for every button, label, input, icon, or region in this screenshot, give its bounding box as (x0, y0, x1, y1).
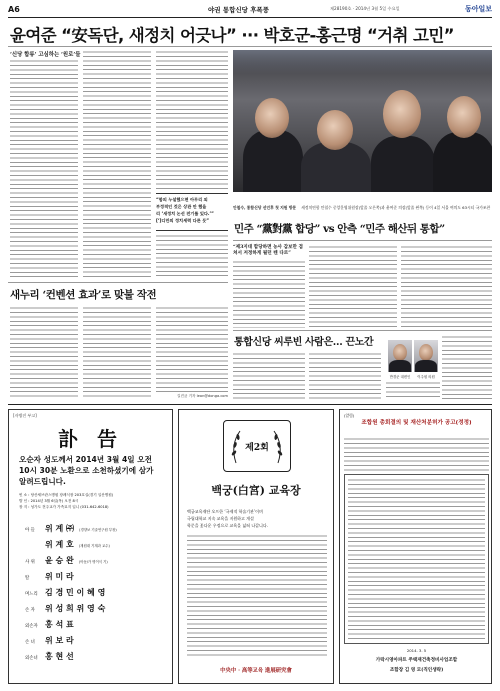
obituary-title: 訃 告 (58, 427, 123, 451)
family-row: 외손자 홍 석 표 (25, 619, 74, 629)
page-header (8, 4, 492, 16)
notice-title: 조합원 총회결의 및 재산처분허가 공고(정정) (361, 420, 472, 426)
portrait-2-name: 이주원 의원 (417, 375, 435, 379)
page-number: A6 (8, 5, 20, 14)
header-rule (8, 17, 492, 18)
notice-ad (339, 409, 492, 684)
left-column-body-2 (83, 50, 151, 279)
obituary-line: 10시 30분 노환으로 소천하셨기에 삼가 (19, 466, 154, 475)
obituary-box (8, 409, 173, 684)
notice-date: 2014. 3. 5 (406, 648, 427, 653)
obituary-info (19, 492, 169, 510)
notice-footer-name: 조합장 김 영 모(직인생략) (389, 668, 444, 673)
brand-logo: 동아일보 (464, 4, 492, 13)
left-column-body (10, 59, 78, 279)
bottom-left-headline: 새누리 ‘컨벤션 효과’로 맞불 작전 (10, 289, 157, 301)
obituary-info-line: 빈 소 : 당산세브란스병원 장례식장 203호실(경기 일산병원) (19, 493, 114, 497)
family-row: 외손녀 홍 현 선 (25, 651, 74, 661)
obituary-tag: [자병진 부고] (13, 413, 37, 418)
obituary-info-line: 장 지 : 성가도 전주교가 가족묘지 입니 (031-642-6018) (19, 505, 109, 509)
pullquote (156, 193, 228, 231)
obituary-line: 오순자 성도께서 2014년 3월 4일 오전 (19, 455, 152, 464)
institute-body (187, 508, 327, 529)
right-column-body-1 (233, 260, 305, 328)
notice-box (344, 474, 489, 644)
bottom-mid-body-1 (233, 352, 305, 400)
section-label: 야권 통합신당 후폭풍 (208, 6, 270, 14)
institute-details (187, 534, 327, 658)
bottom-left-body-2 (83, 306, 151, 400)
dateline: 제28190호 · 2014년 3월 5일 수요일 (330, 6, 400, 11)
portrait-2 (414, 340, 438, 372)
pullquote-line: [‘]디만의 정치세력 다른 듯” (156, 218, 209, 223)
family-row: 손 자 위 성 희 위 영 숙 (25, 603, 106, 613)
institute-ad (178, 409, 334, 684)
bottom-left-body-3 (156, 306, 228, 394)
notice-tag: (알림) (344, 413, 355, 418)
mid-column-body-top (156, 50, 228, 190)
notice-footer-title: 가락시영아파트 주택재건축정비사업조합 (375, 658, 458, 663)
byline: 길진균 기자 leon@donga.com (177, 394, 228, 398)
bottom-left-body-1 (10, 306, 78, 400)
obituary-line: 알려드립니다. (19, 477, 66, 486)
pullquote-line: “합의 누설했으면 아무리 외 (156, 197, 208, 202)
obituary-announcement (19, 454, 169, 487)
institute-seal-text: 제2회 (245, 442, 269, 453)
portrait-1-name: 반경준 대변인 (389, 375, 411, 379)
pullquote-line: 리 ‘새정치 논선 전기를 있다.’” (156, 211, 214, 216)
mid-headline-rule (233, 240, 492, 241)
family-row: 사 위 윤 승 완 (아동/가 명이식 기) (25, 555, 108, 565)
family-row: 딸 위 미 라 (25, 571, 74, 581)
family-row: 손 녀 위 보 라 (25, 635, 74, 645)
family-row: 며느리 김 경 민 이 혜 영 (25, 587, 106, 597)
right-subhead: “제3지대 합당하면 농사 갑보만 겸쳐서 저정하게 될던 텐 다르” (233, 245, 303, 256)
mid-headline: 민주 “黨對黨 합당” vs 안측 “민주 해산뒤 통합” (234, 223, 445, 235)
right-column-body-2 (309, 245, 397, 328)
institute-line: 백궁교육재단 오프한 ‘국제적 학술기관’이며 (187, 509, 263, 514)
notice-body (344, 437, 489, 471)
right-column-body-3 (401, 245, 492, 328)
obituary-family (25, 516, 170, 660)
section-rule-mid (233, 330, 492, 331)
pullquote-line: 부정적인 것은 상관 안 했을 (156, 204, 207, 209)
institute-footer: 中央中 · 高等교육 進展研究會 (220, 668, 292, 674)
institute-seal (223, 420, 291, 472)
mid-column-body-bottom (156, 234, 228, 279)
news-photo (233, 50, 492, 192)
photo-caption (233, 194, 492, 210)
portrait-1 (388, 340, 412, 372)
obituary-info-line: 발 인 : 2014년 3월 6일(목) 오전 8시 (19, 499, 79, 503)
section-rule-left (8, 282, 228, 283)
institute-line: 국립대학교 지속 교육을 지원하고 개설 (187, 516, 254, 521)
main-headline: 윤여준 “安독단, 새정치 어긋나” ··· 박호군-홍근명 “거취 고민” (10, 26, 454, 45)
bottom-mid-headline: 통합신당 씨루빈 사람은… 끈노간 (234, 337, 374, 348)
caption-bold: 안철수, 통합신당 선언후 첫 지원 방문 (233, 205, 297, 210)
caption-text: 새정치연합 안철수 중앙운영위원장(앞줄 오른쪽)과 윤여준 의장(앞줄 왼쪽) 등이 4일 서울 여의도 63시티 국가조찬 (301, 205, 491, 210)
institute-title: 백궁(白宮) 교육장 (211, 484, 301, 497)
family-row: 아 들 위 계 ㈜ (경향보 기술연구원 부장) (25, 523, 117, 533)
bottom-mid-body-2 (309, 352, 381, 400)
left-subhead: ‘신당 합류’ 고심하는 ‘원로’들 (10, 52, 81, 58)
institute-line: 학문을 꽃다운 우정으로 교육을 넓혀 나갑니다. (187, 523, 269, 528)
portrait-under-body (386, 381, 440, 400)
portrait-side-body (442, 335, 492, 400)
family-row: 위 계 호 (재원대 기계과 교수) (45, 539, 110, 549)
headline-rule (8, 46, 492, 47)
ad-section-rule (8, 404, 492, 405)
